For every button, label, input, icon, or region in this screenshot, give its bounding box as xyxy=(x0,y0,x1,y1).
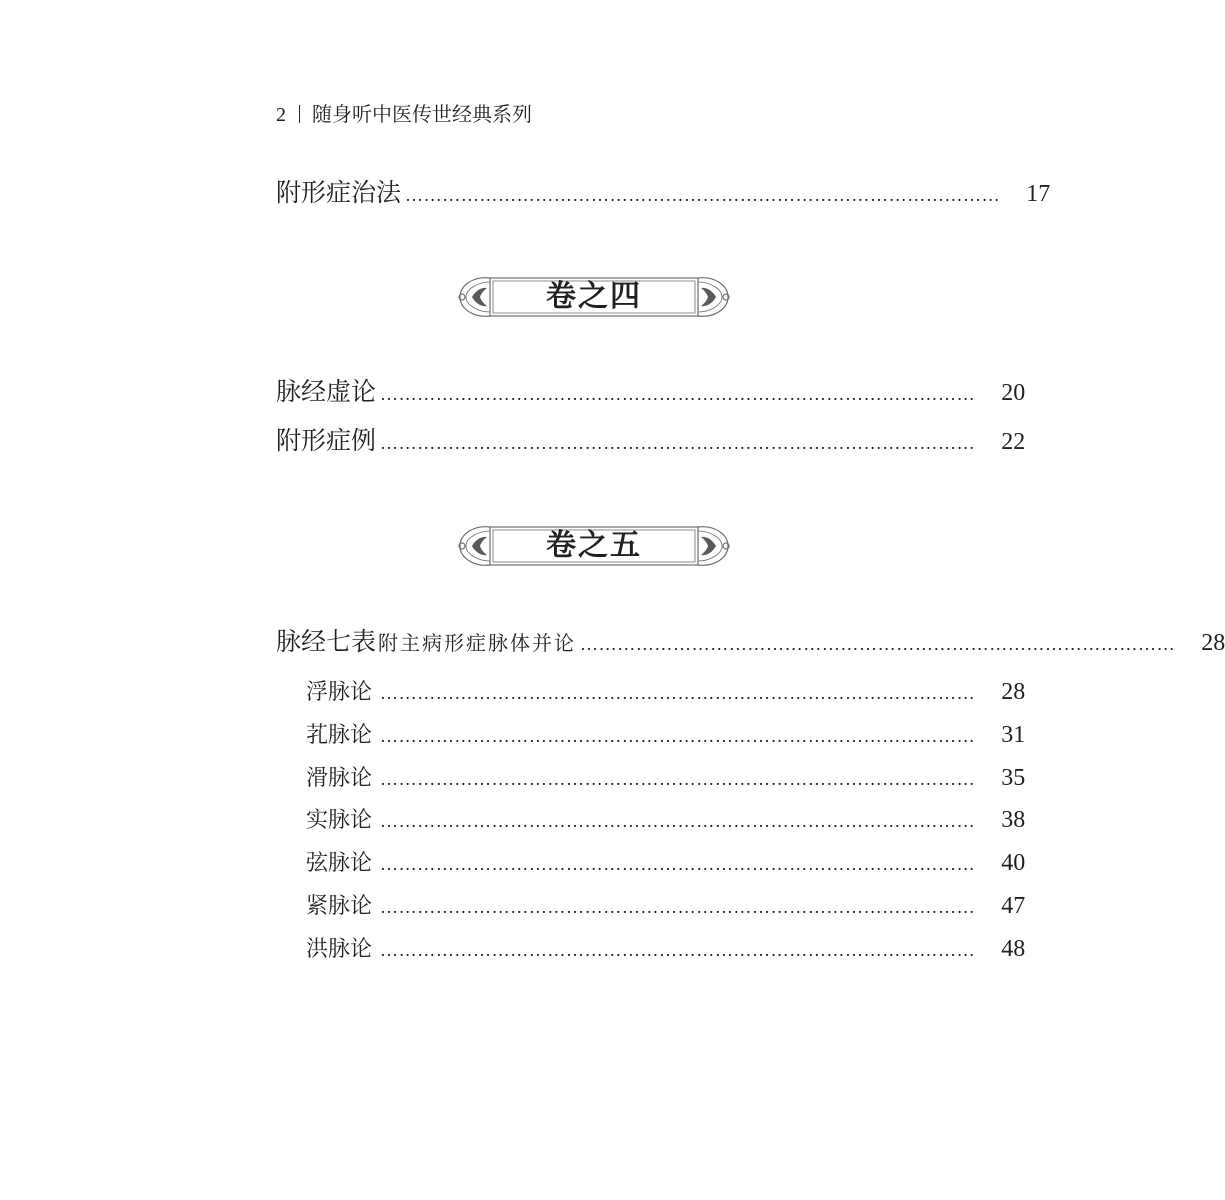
toc-subentry-title: 紧脉论 xyxy=(306,894,373,919)
dot-leader: …………………………………………………………………………………… xyxy=(405,185,1001,205)
volume-banner xyxy=(454,273,734,321)
toc-subentry-title: 滑脉论 xyxy=(306,766,373,791)
series-title: 随身听中医传世经典系列 xyxy=(312,102,532,126)
toc-subentry-page: 47 xyxy=(1001,893,1026,919)
volume-title: 卷之五 xyxy=(546,528,642,563)
volume-title: 卷之四 xyxy=(546,279,642,314)
toc-subentry-title: 洪脉论 xyxy=(306,937,373,962)
toc-entry-title: 脉经虚论 xyxy=(276,377,377,406)
toc-subentry-page: 35 xyxy=(1001,765,1026,791)
toc-subentry-title: 浮脉论 xyxy=(306,680,373,705)
toc-entry[interactable] xyxy=(276,177,1051,211)
toc-subentry-page: 31 xyxy=(1001,722,1026,748)
running-header xyxy=(276,101,532,128)
toc-entry-page: 17 xyxy=(1026,181,1051,207)
toc-subentry[interactable] xyxy=(306,806,1026,835)
toc-entry-title: 附形症治法 xyxy=(276,178,402,207)
dot-leader: …………………………………………………………………………………… xyxy=(380,433,976,453)
dot-leader: …………………………………………………………………………………… xyxy=(380,726,976,746)
dot-leader: …………………………………………………………………………………… xyxy=(380,897,976,917)
header-separator xyxy=(299,105,300,123)
dot-leader: …………………………………………………………………………………… xyxy=(380,854,976,874)
page-number: 2 xyxy=(276,104,286,126)
toc-subentry[interactable] xyxy=(306,764,1026,793)
toc-subentry-title: 实脉论 xyxy=(306,808,373,833)
toc-subentry[interactable] xyxy=(306,935,1026,964)
toc-subentry-page: 40 xyxy=(1001,850,1026,876)
toc-entry-title: 脉经七表 xyxy=(276,627,377,656)
toc-entry-note: 附主病形症脉体并论 xyxy=(378,631,577,655)
toc-entry-page: 20 xyxy=(1001,380,1026,406)
volume-banner xyxy=(454,522,734,570)
dot-leader: …………………………………………………………………………………… xyxy=(580,634,1176,654)
toc-subentry-page: 28 xyxy=(1001,679,1026,705)
toc-entry-page: 28 xyxy=(1201,630,1225,656)
toc-subentry-title: 弦脉论 xyxy=(306,851,373,876)
toc-subentry-page: 38 xyxy=(1001,807,1026,833)
toc-entry-page: 22 xyxy=(1001,429,1026,455)
dot-leader: …………………………………………………………………………………… xyxy=(380,384,976,404)
toc-entry[interactable] xyxy=(276,376,1026,410)
toc-subentry-title: 芤脉论 xyxy=(306,723,373,748)
toc-entry[interactable] xyxy=(276,425,1026,459)
dot-leader: …………………………………………………………………………………… xyxy=(380,683,976,703)
toc-entry[interactable] xyxy=(276,626,1225,660)
toc-subentry[interactable] xyxy=(306,892,1026,921)
toc-subentry[interactable] xyxy=(306,849,1026,878)
toc-subentry[interactable] xyxy=(306,721,1026,750)
dot-leader: …………………………………………………………………………………… xyxy=(380,769,976,789)
toc-entry-title: 附形症例 xyxy=(276,426,377,455)
dot-leader: …………………………………………………………………………………… xyxy=(380,811,976,831)
toc-subentry-page: 48 xyxy=(1001,936,1026,962)
toc-subentry[interactable] xyxy=(306,678,1026,707)
dot-leader: …………………………………………………………………………………… xyxy=(380,940,976,960)
